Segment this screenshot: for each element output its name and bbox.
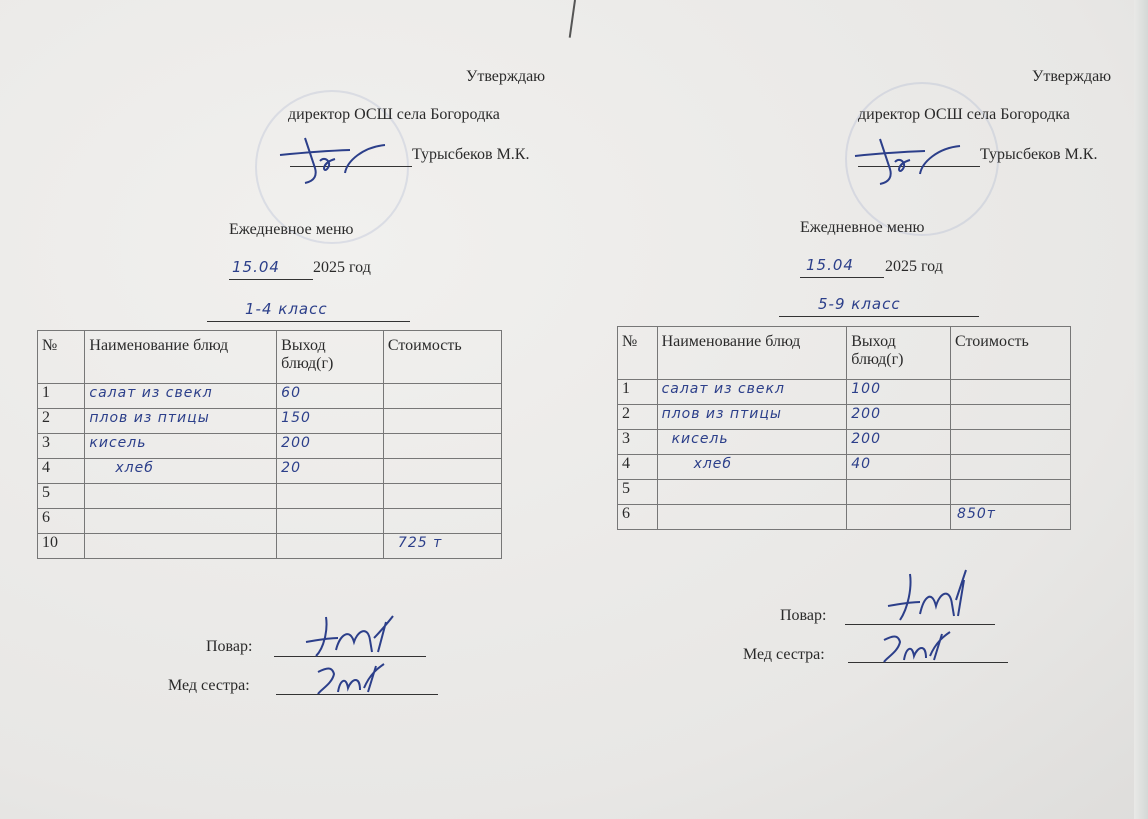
dish-name: салат из свекл (89, 385, 213, 401)
dish-yield: 200 (281, 435, 311, 451)
header-dish-name: Наименование блюд (85, 331, 277, 384)
table-row (618, 455, 1071, 480)
dish-yield: 150 (281, 410, 311, 426)
menu-title-right: Ежедневное меню (800, 219, 925, 236)
cook-label-left: Повар: (206, 638, 253, 655)
director-signature-right (850, 134, 985, 189)
row-num: 6 (618, 505, 658, 530)
header-cost: Стоимость (951, 327, 1071, 380)
table-row (618, 380, 1071, 405)
year-right: 2025 год (885, 258, 943, 275)
row-num: 5 (38, 484, 85, 509)
menu-table-left (37, 330, 502, 559)
row-num: 6 (38, 509, 85, 534)
table-row (38, 434, 502, 459)
row-num: 4 (38, 459, 85, 484)
cook-label-right: Повар: (780, 607, 827, 624)
header-yield: Выход блюд(г) (277, 331, 384, 384)
nurse-signature-left (312, 660, 392, 700)
dish-yield: 40 (851, 456, 872, 472)
table-row (618, 505, 1071, 530)
table-row (618, 405, 1071, 430)
date-line-right (800, 277, 884, 278)
row-num: 4 (618, 455, 658, 480)
row-num: 3 (38, 434, 85, 459)
table-row (38, 459, 502, 484)
row-num: 3 (618, 430, 658, 455)
date-handwritten-right: 15.04 (806, 256, 854, 274)
table-header-row (618, 327, 1071, 380)
cook-signature-right (880, 566, 970, 626)
row-num: 2 (618, 405, 658, 430)
table-header-row (38, 331, 502, 384)
nurse-label-left: Мед сестра: (168, 677, 250, 694)
director-title-right: директор ОСШ села Богородка (858, 106, 1070, 123)
dish-name: плов из птицы (661, 406, 782, 422)
class-handwritten-right: 5-9 класс (818, 295, 901, 313)
header-yield: Выход блюд(г) (847, 327, 951, 380)
table-row (38, 384, 502, 409)
cook-line-right (845, 624, 995, 625)
dish-yield: 20 (281, 460, 301, 476)
table-row (38, 509, 502, 534)
header-cost: Стоимость (383, 331, 501, 384)
date-line-left (229, 279, 313, 280)
row-num: 1 (38, 384, 85, 409)
menu-title-left: Ежедневное меню (229, 221, 354, 238)
dish-name: хлеб (693, 456, 733, 472)
dish-yield: 200 (851, 431, 881, 447)
header-num: № (618, 327, 658, 380)
director-name-left: Турысбеков М.К. (412, 146, 530, 163)
approve-label-right: Утверждаю (1032, 68, 1112, 85)
table-row (38, 534, 502, 559)
row-num: 1 (618, 380, 658, 405)
table-row (38, 409, 502, 434)
total-cost: 725 т (397, 535, 443, 551)
cook-signature-left (298, 612, 398, 662)
table-row (618, 480, 1071, 505)
year-left: 2025 год (313, 259, 371, 276)
class-line-right (779, 316, 979, 317)
nurse-label-right: Мед сестра: (743, 646, 825, 663)
approve-label-left: Утверждаю (466, 68, 546, 85)
dish-name: кисель (89, 435, 147, 451)
header-num: № (38, 331, 85, 384)
date-handwritten-left: 15.04 (232, 258, 280, 276)
dish-name: салат из свекл (661, 381, 785, 397)
row-num: 10 (38, 534, 85, 559)
director-name-right: Турысбеков М.К. (980, 146, 1098, 163)
row-num: 5 (618, 480, 658, 505)
row-num: 2 (38, 409, 85, 434)
menu-table-right (617, 326, 1071, 530)
dish-yield: 200 (851, 406, 881, 422)
dish-yield: 100 (851, 381, 881, 397)
class-handwritten-left: 1-4 класс (245, 300, 328, 318)
dish-name: плов из птицы (89, 410, 210, 426)
director-title-left: директор ОСШ села Богородка (288, 106, 500, 123)
table-row (618, 430, 1071, 455)
dish-name: кисель (671, 431, 729, 447)
table-row (38, 484, 502, 509)
director-signature-left (275, 133, 410, 188)
nurse-signature-right (878, 628, 958, 668)
header-dish-name: Наименование блюд (657, 327, 847, 380)
total-cost: 850т (957, 506, 996, 522)
dish-name: хлеб (115, 460, 154, 476)
page-edge (1134, 0, 1148, 819)
dish-yield: 60 (281, 385, 301, 401)
class-line-left (207, 321, 410, 322)
